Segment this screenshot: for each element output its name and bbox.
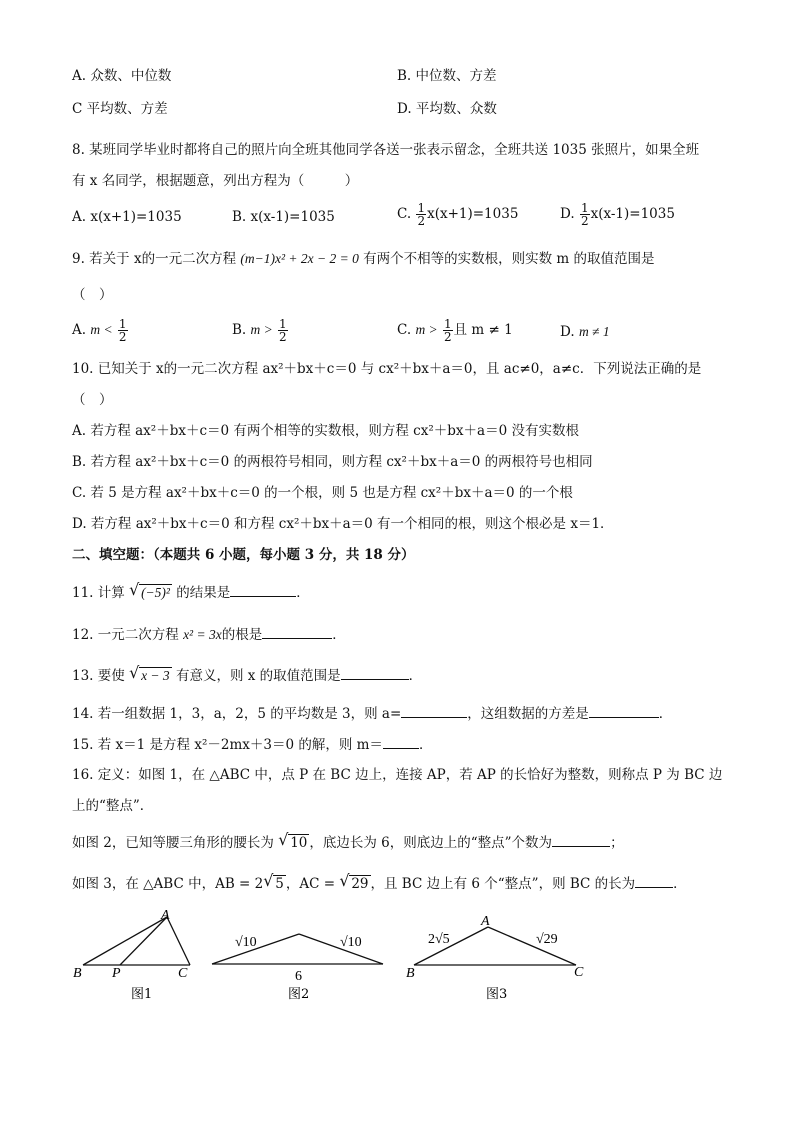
fig3-label-ac: √29 (536, 932, 558, 947)
q8-option-d (560, 202, 675, 227)
q16-sqrt10: √ 10 (278, 830, 308, 851)
q12-end: ． (332, 627, 346, 643)
q10-paren: （ ） (72, 392, 113, 408)
fig1-label-p: P (112, 966, 121, 981)
q12-answer-blank[interactable] (262, 625, 332, 639)
q13-end: ． (408, 668, 423, 684)
q9-option-a-label: A. (72, 322, 87, 338)
q9-option-c-label: C. (397, 322, 412, 338)
q7-option-a: A. 众数、中位数 (72, 68, 172, 84)
fig2-label-left: √10 (235, 935, 257, 950)
fig3-side-ab (414, 927, 488, 965)
q8-option-c-label: C. (397, 206, 412, 222)
fig3-label-c: C (574, 965, 584, 980)
q11-sqrt: √ (−5)² (129, 580, 170, 600)
q10-option-a: A. 若方程 ax²＋bx＋c＝0 有两个相等的实数根，则方程 cx²＋bx＋a＝0 没有实数根 (72, 423, 579, 439)
fig2-label-base: 6 (295, 969, 302, 984)
q14-answer-blank-a[interactable] (401, 704, 467, 718)
fig1-segment-ap (120, 917, 167, 965)
fig1-label-c: C (178, 966, 188, 981)
figure-1 (68, 905, 208, 1005)
q12-post: 的根是 (221, 627, 263, 643)
q16-line2: 上的“整点”． (72, 798, 154, 814)
q16-line4-post: ，且 BC 边上有 6 个“整点”，则 BC 的长为 (370, 876, 636, 892)
q9-option-d-label: D. (560, 324, 575, 340)
fig1-side-ac (167, 917, 190, 965)
q8-option-b: B. x(x-1)=1035 (232, 209, 335, 225)
q8-option-c (397, 202, 518, 227)
q15-answer-blank[interactable] (383, 735, 419, 749)
q11-pre: 11. 计算 (72, 585, 125, 601)
q9-option-a-fraction: $\frac{1}{2}$ (118, 317, 127, 344)
q16-answer-blank-2[interactable] (635, 874, 673, 888)
q13-answer-blank[interactable] (341, 666, 409, 680)
q9-option-c (397, 318, 513, 343)
q8-option-c-fraction: $\frac{1}{2}$ (417, 201, 426, 228)
q13-pre: 13. 要使 (72, 668, 125, 684)
q8-stem-line1: 8. 某班同学毕业时都将自己的照片向全班其他同学各送一张表示留念，全班共送 1035 张照片，如果全班 (72, 142, 700, 158)
q16-answer-blank-1[interactable] (552, 833, 610, 847)
figure-3 (398, 905, 598, 1005)
q16-line4 (72, 871, 687, 893)
fig3-label-ab: 2√5 (428, 932, 450, 947)
q8-option-d-fraction: $\frac{1}{2}$ (580, 201, 589, 228)
section-heading-fill-blank: 二、填空题：（本题共 6 小题，每小题 3 分，共 18 分） (72, 547, 415, 563)
q8-option-c-expr: x(x+1)=1035 (427, 206, 519, 222)
q9-option-b-fraction: $\frac{1}{2}$ (279, 317, 287, 344)
q15-pre: 15. 若 x＝1 是方程 x²－2mx＋3＝0 的解，则 m＝ (72, 737, 383, 753)
q12-pre: 12. 一元二次方程 (72, 627, 179, 643)
fig3-label-b: B (406, 966, 415, 981)
q14-end: ． (658, 706, 673, 722)
q12 (72, 625, 346, 644)
q7-option-b: B. 中位数、方差 (397, 68, 497, 84)
q9-option-d-expr: m ≠ 1 (578, 324, 610, 339)
q11-post: 的结果是 (176, 585, 231, 601)
q9-option-a (72, 318, 129, 343)
fig1-label-b: B (73, 966, 82, 981)
q16-line3-end: ； (610, 835, 624, 851)
q15-end: ． (418, 737, 433, 753)
q13 (72, 663, 423, 685)
fig3-label-a: A (481, 914, 490, 929)
fig1-label-a: A (161, 908, 170, 923)
q16-line3-post: ，底边长为 6，则底边上的“整点”个数为 (309, 835, 553, 851)
q9-option-c-expr: m > (415, 322, 438, 337)
q8-stem-line2: 有 x 名同学，根据题意，列出方程为（ ） (72, 173, 359, 189)
q9-stem (72, 250, 655, 268)
q16-line4-pre: 如图 3，在 △ABC 中，AB = 2 (72, 876, 264, 892)
q16-line3-pre: 如图 2，已知等腰三角形的腰长为 (72, 835, 274, 851)
q13-post: 有意义，则 x 的取值范围是 (175, 668, 341, 684)
q8-option-a: A. x(x+1)=1035 (72, 209, 182, 225)
q16-line4-end: ． (673, 876, 687, 892)
q9-option-c-tail: 且 m ≠ 1 (453, 322, 513, 338)
q7-option-c: C 平均数、方差 (72, 101, 168, 117)
q8-option-d-expr: x(x-1)=1035 (590, 206, 675, 222)
figure-2 (205, 920, 390, 1005)
q11-answer-blank[interactable] (230, 583, 296, 597)
fig3-caption: 图3 (486, 987, 508, 1002)
q11-end: ． (296, 585, 310, 601)
q9-option-b-label: B. (232, 322, 247, 338)
fig1-caption: 图1 (131, 987, 153, 1002)
q9-option-a-expr: m < (90, 322, 113, 337)
q9-option-c-fraction: $\frac{1}{2}$ (443, 317, 452, 344)
q10-option-c: C. 若 5 是方程 ax²＋bx＋c＝0 的一个根，则 5 也是方程 cx²＋bx＋a＝0 的一个根 (72, 485, 573, 501)
q9-option-d (560, 323, 610, 341)
q9-stem-pre: 9. 若关于 x的一元二次方程 (72, 251, 237, 267)
q14-answer-blank-variance[interactable] (589, 704, 659, 718)
q10-option-d: D. 若方程 ax²＋bx＋c＝0 和方程 cx²＋bx＋a＝0 有一个相同的根，则这个根必是 x＝1． (72, 516, 614, 532)
q14 (72, 704, 672, 723)
fig3-side-ac (488, 927, 576, 965)
q15 (72, 735, 432, 754)
q9-stem-post: 有两个不相等的实数根，则实数 m 的取值范围是 (363, 251, 655, 267)
q7-option-d: D. 平均数、众数 (397, 101, 497, 117)
q16-sqrt5: √ 5 (263, 871, 284, 892)
fig2-label-right: √10 (340, 935, 362, 950)
q16-line1: 16. 定义：如图 1，在 △ABC 中，点 P 在 BC 边上，连接 AP，若 AP 的长恰好为整数，则称点 P 为 BC 边 (72, 767, 723, 783)
q14-mid: ，这组数据的方差是 (467, 706, 589, 722)
q10-option-b: B. 若方程 ax²＋bx＋c＝0 的两根符号相同，则方程 cx²＋bx＋a＝0 的两根符号也相同 (72, 454, 593, 470)
fig1-side-ba (83, 917, 167, 965)
q13-sqrt: √ x − 3 (129, 663, 170, 683)
q9-option-b (232, 318, 289, 343)
q16-line3 (72, 830, 624, 852)
q9-equation: (m−1)x² + 2x − 2 = 0 (240, 251, 359, 266)
q9-option-b-expr: m > (250, 322, 273, 337)
q8-option-d-label: D. (560, 206, 575, 222)
q16-line4-mid: ，AC = (285, 876, 336, 892)
q12-equation: x² = 3x (183, 627, 222, 642)
q10-stem: 10. 已知关于 x的一元二次方程 ax²＋bx＋c＝0 与 cx²＋bx＋a＝0，且 ac≠0，a≠c．下列说法正确的是 (72, 361, 702, 377)
fig2-caption: 图2 (288, 987, 310, 1002)
q14-pre: 14. 若一组数据 1，3，a，2，5 的平均数是 3，则 a= (72, 706, 402, 722)
q16-sqrt29: √ 29 (339, 871, 369, 892)
q11 (72, 580, 310, 602)
q9-paren: （ ） (72, 287, 113, 303)
